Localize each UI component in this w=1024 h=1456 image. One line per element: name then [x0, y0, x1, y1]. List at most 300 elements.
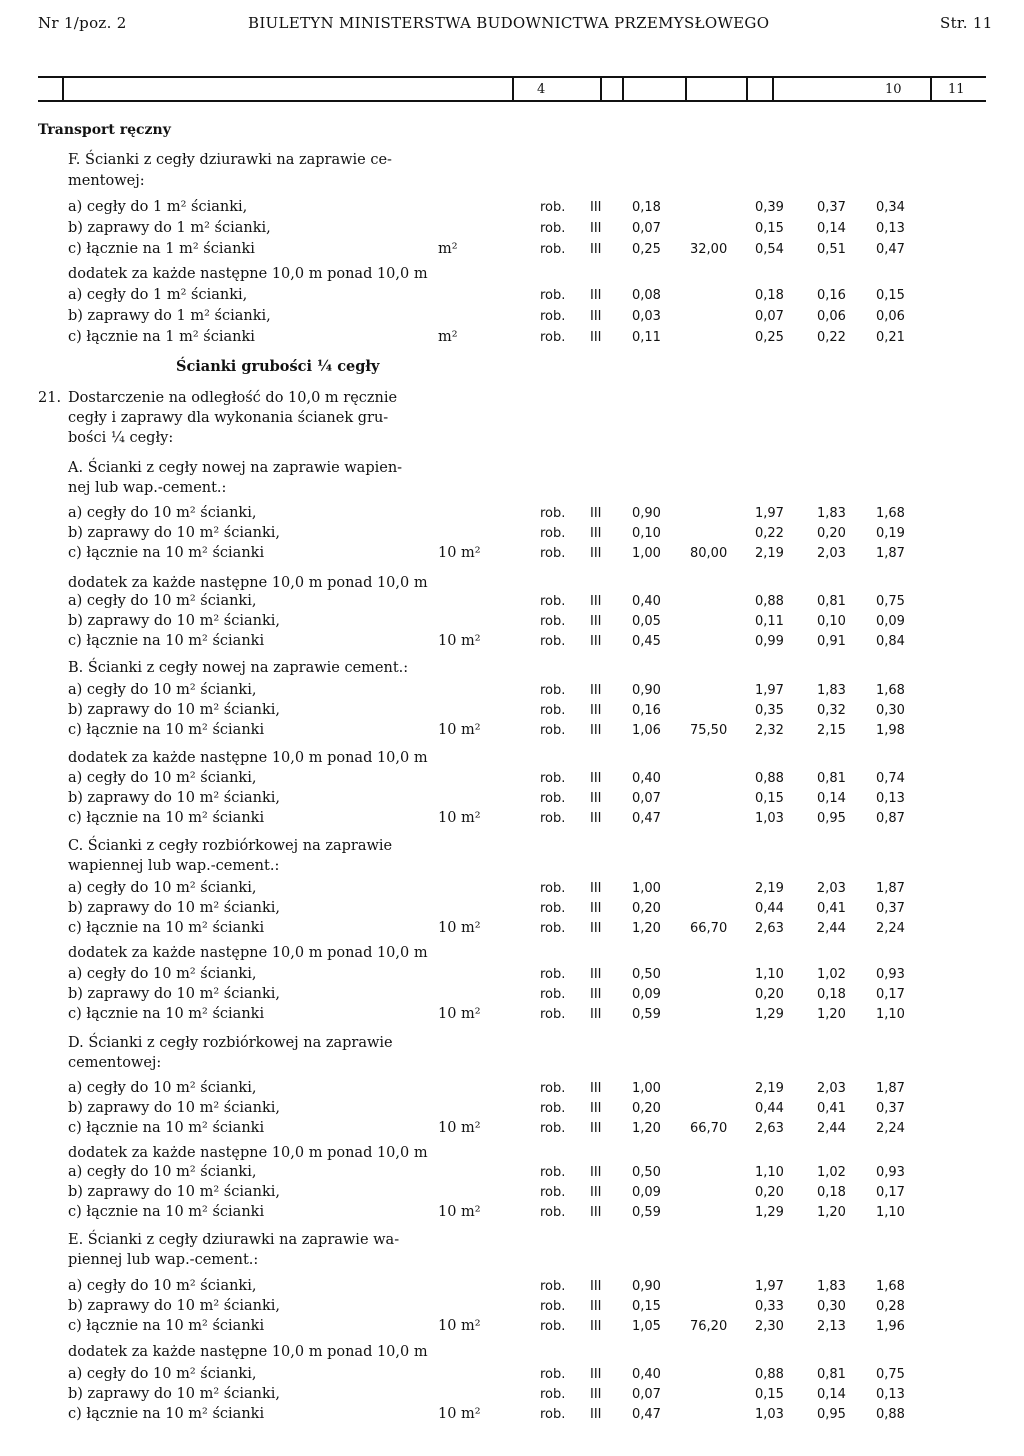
row-col10: 0,91	[817, 634, 846, 649]
row-label: c) łącznie na 10 m² ścianki	[68, 722, 265, 738]
row-col4: 0,90	[632, 1279, 661, 1294]
column-divider	[62, 76, 64, 102]
row-label: a) cegły do 10 m² ścianki,	[68, 593, 257, 609]
row-category: III	[590, 1165, 602, 1180]
row-col11: 0,93	[876, 1165, 905, 1180]
row-worker: rob.	[540, 1081, 566, 1096]
row-col9: 0,20	[755, 987, 784, 1002]
row-col7: 75,50	[690, 723, 728, 738]
row-col11: 0,34	[876, 200, 905, 215]
row-col9: 0,15	[755, 1387, 784, 1402]
row-col11: 0,13	[876, 791, 905, 806]
row-category: III	[590, 987, 602, 1002]
row-label: a) cegły do 1 m² ścianki,	[68, 199, 248, 215]
row-col4: 0,07	[632, 791, 661, 806]
item-description: Dostarczenie na odległość do 10,0 m ręcznie	[68, 390, 398, 406]
row-category: III	[590, 811, 602, 826]
row-category: III	[590, 881, 602, 896]
row-col9: 0,99	[755, 634, 784, 649]
row-worker: rob.	[540, 881, 566, 896]
row-col9: 1,10	[755, 1165, 784, 1180]
row-category: III	[590, 614, 602, 629]
row-col10: 0,95	[817, 811, 846, 826]
row-label: a) cegły do 1 m² ścianki,	[68, 287, 248, 303]
row-category: III	[590, 791, 602, 806]
row-worker: rob.	[540, 1185, 566, 1200]
row-category: III	[590, 506, 602, 521]
row-col9: 0,44	[755, 1101, 784, 1116]
dodatek-note: dodatek za każde następne 10,0 m ponad 10,0 m	[68, 1145, 428, 1161]
column-divider	[600, 76, 602, 102]
page-issue-number: Nr 1/poz. 2	[38, 14, 127, 32]
row-worker: rob.	[540, 526, 566, 541]
section-title: Transport ręczny	[38, 122, 171, 138]
row-worker: rob.	[540, 309, 566, 324]
row-category: III	[590, 200, 602, 215]
row-col4: 0,40	[632, 771, 661, 786]
row-worker: rob.	[540, 242, 566, 257]
row-category: III	[590, 1205, 602, 1220]
row-col10: 0,06	[817, 309, 846, 324]
row-worker: rob.	[540, 791, 566, 806]
row-worker: rob.	[540, 1165, 566, 1180]
row-col4: 0,45	[632, 634, 661, 649]
row-label: b) zaprawy do 1 m² ścianki,	[68, 220, 271, 236]
row-col10: 1,20	[817, 1007, 846, 1022]
row-col11: 2,24	[876, 921, 905, 936]
row-unit: 10 m²	[438, 1006, 481, 1022]
page-number: Str. 11	[940, 14, 993, 32]
row-col11: 0,88	[876, 1407, 905, 1422]
row-col9: 1,97	[755, 1279, 784, 1294]
row-col9: 0,88	[755, 1367, 784, 1382]
row-col10: 0,81	[817, 771, 846, 786]
row-category: III	[590, 526, 602, 541]
row-col11: 0,93	[876, 967, 905, 982]
row-col4: 0,20	[632, 901, 661, 916]
row-unit: 10 m²	[438, 920, 481, 936]
row-col9: 0,33	[755, 1299, 784, 1314]
group-heading: B. Ścianki z cegły nowej na zaprawie cement.:	[68, 660, 409, 676]
row-col4: 1,06	[632, 723, 661, 738]
row-col9: 0,54	[755, 242, 784, 257]
row-col10: 0,14	[817, 221, 846, 236]
row-col10: 1,02	[817, 1165, 846, 1180]
row-col9: 1,97	[755, 683, 784, 698]
row-col11: 1,87	[876, 1081, 905, 1096]
row-col9: 2,63	[755, 1121, 784, 1136]
row-col4: 0,90	[632, 506, 661, 521]
row-category: III	[590, 1299, 602, 1314]
row-col11: 0,06	[876, 309, 905, 324]
row-col10: 2,15	[817, 723, 846, 738]
row-col10: 0,81	[817, 594, 846, 609]
row-col4: 0,20	[632, 1101, 661, 1116]
column-divider	[930, 76, 932, 102]
row-col4: 0,15	[632, 1299, 661, 1314]
row-category: III	[590, 288, 602, 303]
row-col10: 0,37	[817, 200, 846, 215]
group-heading: A. Ścianki z cegły nowej na zaprawie wapien-	[68, 460, 403, 476]
row-col4: 0,18	[632, 200, 661, 215]
row-category: III	[590, 723, 602, 738]
dodatek-note: dodatek za każde następne 10,0 m ponad 10,0 m	[68, 750, 428, 766]
row-col10: 0,81	[817, 1367, 846, 1382]
row-col11: 1,87	[876, 881, 905, 896]
row-col7: 76,20	[690, 1319, 728, 1334]
row-col11: 1,98	[876, 723, 905, 738]
row-category: III	[590, 1279, 602, 1294]
row-col11: 1,68	[876, 1279, 905, 1294]
column-divider	[685, 76, 687, 102]
row-col7: 32,00	[690, 242, 728, 257]
row-col9: 2,19	[755, 1081, 784, 1096]
row-col4: 0,40	[632, 594, 661, 609]
row-col9: 1,29	[755, 1205, 784, 1220]
row-col10: 2,13	[817, 1319, 846, 1334]
row-label: c) łącznie na 10 m² ścianki	[68, 633, 265, 649]
group-heading: piennej lub wap.-cement.:	[68, 1252, 259, 1268]
row-col10: 1,83	[817, 683, 846, 698]
dodatek-note: dodatek za każde następne 10,0 m ponad 10,0 m	[68, 1344, 428, 1360]
row-col9: 0,25	[755, 330, 784, 345]
column-divider	[512, 76, 514, 102]
row-category: III	[590, 309, 602, 324]
row-label: c) łącznie na 10 m² ścianki	[68, 1204, 265, 1220]
row-label: c) łącznie na 10 m² ścianki	[68, 1006, 265, 1022]
row-label: a) cegły do 10 m² ścianki,	[68, 1278, 257, 1294]
row-label: b) zaprawy do 10 m² ścianki,	[68, 702, 280, 718]
row-col9: 0,44	[755, 901, 784, 916]
row-col4: 0,59	[632, 1205, 661, 1220]
row-col11: 0,17	[876, 1185, 905, 1200]
row-col11: 1,10	[876, 1205, 905, 1220]
row-col7: 66,70	[690, 921, 728, 936]
row-col7: 66,70	[690, 1121, 728, 1136]
row-col4: 1,20	[632, 1121, 661, 1136]
row-label: a) cegły do 10 m² ścianki,	[68, 682, 257, 698]
group-heading: D. Ścianki z cegły rozbiórkowej na zaprawie	[68, 1035, 393, 1051]
row-col11: 0,84	[876, 634, 905, 649]
row-label: a) cegły do 10 m² ścianki,	[68, 1080, 257, 1096]
row-col11: 0,15	[876, 288, 905, 303]
row-col10: 0,95	[817, 1407, 846, 1422]
row-worker: rob.	[540, 811, 566, 826]
row-label: c) łącznie na 10 m² ścianki	[68, 1406, 265, 1422]
row-col10: 0,14	[817, 1387, 846, 1402]
row-col4: 0,90	[632, 683, 661, 698]
row-col11: 0,30	[876, 703, 905, 718]
row-col4: 1,05	[632, 1319, 661, 1334]
row-category: III	[590, 546, 602, 561]
row-col4: 0,05	[632, 614, 661, 629]
group-heading: mentowej:	[68, 173, 145, 189]
row-col11: 0,75	[876, 1367, 905, 1382]
row-col9: 2,32	[755, 723, 784, 738]
row-col7: 80,00	[690, 546, 728, 561]
row-col9: 0,39	[755, 200, 784, 215]
row-category: III	[590, 242, 602, 257]
row-category: III	[590, 1007, 602, 1022]
row-col10: 0,41	[817, 1101, 846, 1116]
row-unit: 10 m²	[438, 545, 481, 561]
row-label: b) zaprawy do 10 m² ścianki,	[68, 525, 280, 541]
row-label: c) łącznie na 10 m² ścianki	[68, 1120, 265, 1136]
row-col4: 0,47	[632, 1407, 661, 1422]
row-col11: 0,87	[876, 811, 905, 826]
row-category: III	[590, 967, 602, 982]
column-divider	[746, 76, 748, 102]
row-col4: 0,16	[632, 703, 661, 718]
row-worker: rob.	[540, 1101, 566, 1116]
row-worker: rob.	[540, 1367, 566, 1382]
row-col11: 1,10	[876, 1007, 905, 1022]
row-col10: 2,03	[817, 1081, 846, 1096]
row-col9: 1,03	[755, 1407, 784, 1422]
row-col10: 2,03	[817, 546, 846, 561]
row-label: c) łącznie na 10 m² ścianki	[68, 920, 265, 936]
row-col4: 0,09	[632, 1185, 661, 1200]
row-col9: 0,20	[755, 1185, 784, 1200]
row-worker: rob.	[540, 1121, 566, 1136]
row-label: b) zaprawy do 10 m² ścianki,	[68, 790, 280, 806]
row-worker: rob.	[540, 987, 566, 1002]
row-worker: rob.	[540, 1387, 566, 1402]
row-col10: 2,44	[817, 921, 846, 936]
dodatek-note: dodatek za każde następne 10,0 m ponad 10,0 m	[68, 575, 428, 591]
row-col9: 2,63	[755, 921, 784, 936]
row-col4: 0,11	[632, 330, 661, 345]
row-col4: 0,50	[632, 967, 661, 982]
group-heading: E. Ścianki z cegły dziurawki na zaprawie wa-	[68, 1232, 400, 1248]
group-heading: C. Ścianki z cegły rozbiórkowej na zaprawie	[68, 838, 393, 854]
row-unit: 10 m²	[438, 722, 481, 738]
row-col9: 0,15	[755, 221, 784, 236]
row-col4: 1,00	[632, 546, 661, 561]
row-col4: 1,00	[632, 881, 661, 896]
row-col10: 1,02	[817, 967, 846, 982]
row-category: III	[590, 901, 602, 916]
row-col4: 0,40	[632, 1367, 661, 1382]
row-category: III	[590, 771, 602, 786]
row-col4: 0,08	[632, 288, 661, 303]
row-label: b) zaprawy do 10 m² ścianki,	[68, 613, 280, 629]
group-heading: F. Ścianki z cegły dziurawki na zaprawie ce-	[68, 152, 392, 168]
row-col9: 2,19	[755, 546, 784, 561]
row-worker: rob.	[540, 1279, 566, 1294]
row-col4: 0,09	[632, 987, 661, 1002]
row-unit: m²	[438, 241, 458, 257]
row-worker: rob.	[540, 1007, 566, 1022]
row-worker: rob.	[540, 967, 566, 982]
row-category: III	[590, 1185, 602, 1200]
row-col10: 1,20	[817, 1205, 846, 1220]
row-col4: 1,20	[632, 921, 661, 936]
row-category: III	[590, 1081, 602, 1096]
row-category: III	[590, 1319, 602, 1334]
row-col11: 0,47	[876, 242, 905, 257]
row-col4: 1,00	[632, 1081, 661, 1096]
column-divider	[622, 76, 624, 102]
row-col4: 0,25	[632, 242, 661, 257]
row-category: III	[590, 1407, 602, 1422]
row-col9: 0,15	[755, 791, 784, 806]
row-col10: 0,16	[817, 288, 846, 303]
row-category: III	[590, 634, 602, 649]
row-col4: 0,47	[632, 811, 661, 826]
row-worker: rob.	[540, 1299, 566, 1314]
row-col9: 2,19	[755, 881, 784, 896]
row-worker: rob.	[540, 330, 566, 345]
row-category: III	[590, 594, 602, 609]
row-col9: 2,30	[755, 1319, 784, 1334]
row-label: a) cegły do 10 m² ścianki,	[68, 966, 257, 982]
row-col9: 0,07	[755, 309, 784, 324]
column-number-10: 10	[885, 82, 902, 97]
row-worker: rob.	[540, 921, 566, 936]
row-category: III	[590, 703, 602, 718]
column-number-4: 4	[537, 82, 546, 97]
group-heading: cementowej:	[68, 1055, 162, 1071]
column-divider	[772, 76, 774, 102]
row-col11: 0,21	[876, 330, 905, 345]
bulletin-title: BIULETYN MINISTERSTWA BUDOWNICTWA PRZEMYSŁOWEGO	[248, 14, 770, 32]
row-label: c) łącznie na 1 m² ścianki	[68, 241, 255, 257]
row-category: III	[590, 1121, 602, 1136]
row-col11: 0,13	[876, 221, 905, 236]
row-label: a) cegły do 10 m² ścianki,	[68, 770, 257, 786]
row-col4: 0,10	[632, 526, 661, 541]
row-col4: 0,03	[632, 309, 661, 324]
row-col4: 0,07	[632, 1387, 661, 1402]
row-col10: 0,14	[817, 791, 846, 806]
row-col11: 0,19	[876, 526, 905, 541]
row-worker: rob.	[540, 683, 566, 698]
row-label: b) zaprawy do 10 m² ścianki,	[68, 1386, 280, 1402]
row-col10: 0,22	[817, 330, 846, 345]
row-col11: 0,17	[876, 987, 905, 1002]
row-category: III	[590, 221, 602, 236]
row-col11: 0,75	[876, 594, 905, 609]
row-col9: 0,22	[755, 526, 784, 541]
row-col9: 1,03	[755, 811, 784, 826]
row-col11: 0,28	[876, 1299, 905, 1314]
item-description: cegły i zaprawy dla wykonania ścianek gru-	[68, 410, 389, 426]
row-col10: 0,32	[817, 703, 846, 718]
row-category: III	[590, 1367, 602, 1382]
row-col10: 0,10	[817, 614, 846, 629]
dodatek-note: dodatek za każde następne 10,0 m ponad 10,0 m	[68, 266, 428, 282]
row-worker: rob.	[540, 614, 566, 629]
row-worker: rob.	[540, 1319, 566, 1334]
row-worker: rob.	[540, 221, 566, 236]
row-worker: rob.	[540, 1407, 566, 1422]
row-col4: 0,50	[632, 1165, 661, 1180]
row-category: III	[590, 1387, 602, 1402]
row-col11: 1,68	[876, 683, 905, 698]
row-unit: m²	[438, 329, 458, 345]
row-col10: 0,41	[817, 901, 846, 916]
row-worker: rob.	[540, 771, 566, 786]
row-col4: 0,07	[632, 221, 661, 236]
row-worker: rob.	[540, 1205, 566, 1220]
row-label: c) łącznie na 10 m² ścianki	[68, 545, 265, 561]
row-unit: 10 m²	[438, 1406, 481, 1422]
row-col11: 0,37	[876, 1101, 905, 1116]
row-col11: 0,37	[876, 901, 905, 916]
row-col9: 0,88	[755, 771, 784, 786]
row-label: b) zaprawy do 10 m² ścianki,	[68, 1184, 280, 1200]
row-worker: rob.	[540, 506, 566, 521]
row-col11: 1,68	[876, 506, 905, 521]
row-col11: 0,09	[876, 614, 905, 629]
row-label: b) zaprawy do 1 m² ścianki,	[68, 308, 271, 324]
row-col10: 0,18	[817, 1185, 846, 1200]
row-label: c) łącznie na 10 m² ścianki	[68, 810, 265, 826]
row-category: III	[590, 921, 602, 936]
row-col9: 1,10	[755, 967, 784, 982]
row-col11: 2,24	[876, 1121, 905, 1136]
row-worker: rob.	[540, 200, 566, 215]
row-label: c) łącznie na 10 m² ścianki	[68, 1318, 265, 1334]
row-worker: rob.	[540, 594, 566, 609]
column-number-11: 11	[948, 82, 965, 97]
row-worker: rob.	[540, 546, 566, 561]
row-col9: 0,11	[755, 614, 784, 629]
row-col11: 1,87	[876, 546, 905, 561]
row-label: a) cegły do 10 m² ścianki,	[68, 1164, 257, 1180]
item-number: 21.	[38, 390, 62, 406]
row-category: III	[590, 1101, 602, 1116]
row-unit: 10 m²	[438, 810, 481, 826]
row-col10: 0,18	[817, 987, 846, 1002]
row-col9: 1,29	[755, 1007, 784, 1022]
row-label: a) cegły do 10 m² ścianki,	[68, 880, 257, 896]
row-unit: 10 m²	[438, 1318, 481, 1334]
item-description: bości ¼ cegły:	[68, 430, 174, 446]
row-col9: 0,88	[755, 594, 784, 609]
row-label: b) zaprawy do 10 m² ścianki,	[68, 986, 280, 1002]
row-label: a) cegły do 10 m² ścianki,	[68, 1366, 257, 1382]
row-col10: 2,03	[817, 881, 846, 896]
subsection-title: Ścianki grubości ¼ cegły	[176, 358, 380, 375]
row-unit: 10 m²	[438, 1120, 481, 1136]
dodatek-note: dodatek za każde następne 10,0 m ponad 10,0 m	[68, 945, 428, 961]
row-col10: 2,44	[817, 1121, 846, 1136]
row-worker: rob.	[540, 901, 566, 916]
group-heading: nej lub wap.-cement.:	[68, 480, 227, 496]
row-col10: 0,51	[817, 242, 846, 257]
row-col9: 1,97	[755, 506, 784, 521]
row-col9: 0,18	[755, 288, 784, 303]
row-label: b) zaprawy do 10 m² ścianki,	[68, 900, 280, 916]
row-col11: 1,96	[876, 1319, 905, 1334]
row-col4: 0,59	[632, 1007, 661, 1022]
group-heading: wapiennej lub wap.-cement.:	[68, 858, 280, 874]
row-worker: rob.	[540, 634, 566, 649]
row-col10: 1,83	[817, 506, 846, 521]
row-worker: rob.	[540, 723, 566, 738]
row-unit: 10 m²	[438, 633, 481, 649]
row-col10: 1,83	[817, 1279, 846, 1294]
row-category: III	[590, 683, 602, 698]
row-col9: 0,35	[755, 703, 784, 718]
row-worker: rob.	[540, 288, 566, 303]
row-label: b) zaprawy do 10 m² ścianki,	[68, 1298, 280, 1314]
row-col11: 0,13	[876, 1387, 905, 1402]
row-category: III	[590, 330, 602, 345]
row-unit: 10 m²	[438, 1204, 481, 1220]
